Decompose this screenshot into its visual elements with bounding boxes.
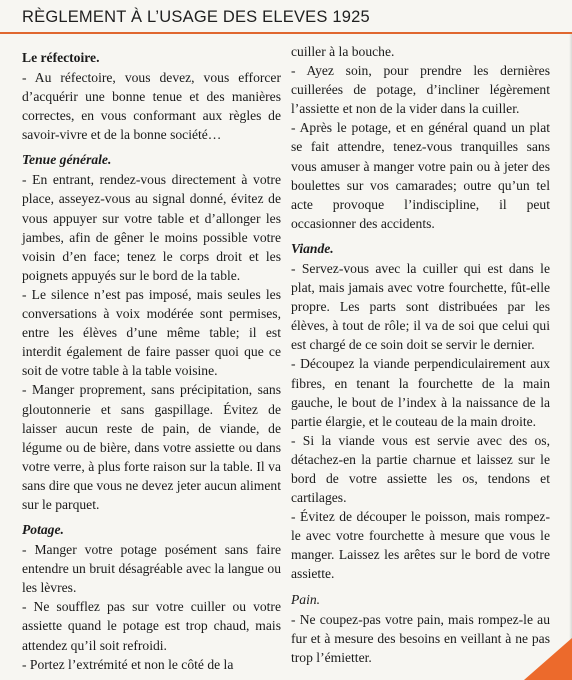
paragraph: - Au réfectoire, vous devez, vous efforcer d’acquérir une bonne tenue et des manières correctes, en vous conformant aux règles de savoir-vivre et de la bonne société… (22, 70, 281, 143)
section-heading-pain: Pain. (291, 591, 321, 607)
section-heading-potage: Potage. (22, 522, 64, 538)
paragraph: - Le silence n’est pas imposé, mais seules les conversations à voix modérée sont permises, entre les élèves d’une même table; il est interdit également de faire passer quoi que ce soit de votre table à la table voisine. (22, 286, 281, 379)
paragraph: - Après le potage, et en général quand un plat se fait attendre, tenez-vous tranquilles sans vous amuser à manger votre pain ou à jeter des boulettes sur vos camarades; outre qu’un tel acte provoque l’indiscipline, il peut occasionner des accidents. (291, 120, 550, 231)
paragraph: cuiller à la bouche. (291, 44, 395, 59)
section-heading-viande: Viande. (291, 240, 334, 256)
paragraph: - Si la viande vous est servie avec des os, détachez-en la partie charnue et laissez sur le bord de votre assiette les os, tendons et cartilages. (291, 432, 550, 506)
paragraph: - Évitez de découper le poisson, mais rompez-le avec votre fourchette à mesure que vous le manger. Laissez les arêtes sur le bord de votre assiette. (291, 509, 550, 582)
left-column (22, 42, 281, 674)
paragraph: - Ayez soin, pour prendre les dernières cuillerées de potage, d’incliner légèrement l’assiette et non de la vider dans la cuiller. (291, 63, 550, 117)
paragraph: - Manger proprement, sans précipitation, sans gloutonnerie et sans gaspillage. Évitez de laisser aucun reste de pain, de viande, de légume ou de bière, dans votre assiette ou dans votre verre, à plus forte raison sur la table. Il va sans dire que vous ne devez jeter aucun aliment sur le parquet. (22, 382, 281, 512)
paragraph: - Découpez la viande perpendiculairement aux fibres, en tenant la fourchette de la main gauche, le bout de l’index à la naissance de la partie élargie, et le couteau de la main droite. (291, 356, 550, 429)
corner-accent (524, 638, 572, 680)
paragraph: - Ne coupez-pas votre pain, mais rompez-le au fur et à mesure des besoins en veillant à ne pas trop l’émietter. (291, 611, 550, 665)
paragraph: - Portez l’extrémité et non le côté de la (22, 656, 234, 672)
page-title: RÈGLEMENT À L’USAGE DES ELEVES 1925 (22, 8, 370, 26)
section-heading-tenue: Tenue générale. (22, 152, 112, 168)
section-heading-refectoire: Le réfectoire. (22, 50, 100, 65)
paragraph: - Manger votre potage posément sans faire entendre un bruit désagréable avec la langue ou les lèvres. (22, 542, 281, 596)
paragraph: - Ne soufflez pas sur votre cuiller ou votre assiette quand le potage est trop chaud, mais attendez qu’il soit refroidi. (22, 599, 281, 653)
title-divider (0, 32, 572, 34)
paragraph: - En entrant, rendez-vous directement à votre place, asseyez-vous au signal donné, évitez de vous appuyer sur votre table et d’allonger les jambes, afin de gêner le moins possible votre voisin d’en face; tenez le corps droit et les poignets appuyés sur le bord de la table. (22, 172, 281, 283)
right-column (291, 42, 550, 667)
paragraph: - Servez-vous avec la cuiller qui est dans le plat, mais jamais avec votre fourchette, fût-elle propre. Les parts sont distribuées par les élèves, à tout de rôle; il va de soi que celui qui est chargé de ce soin doit se servir le dernier. (291, 260, 550, 353)
